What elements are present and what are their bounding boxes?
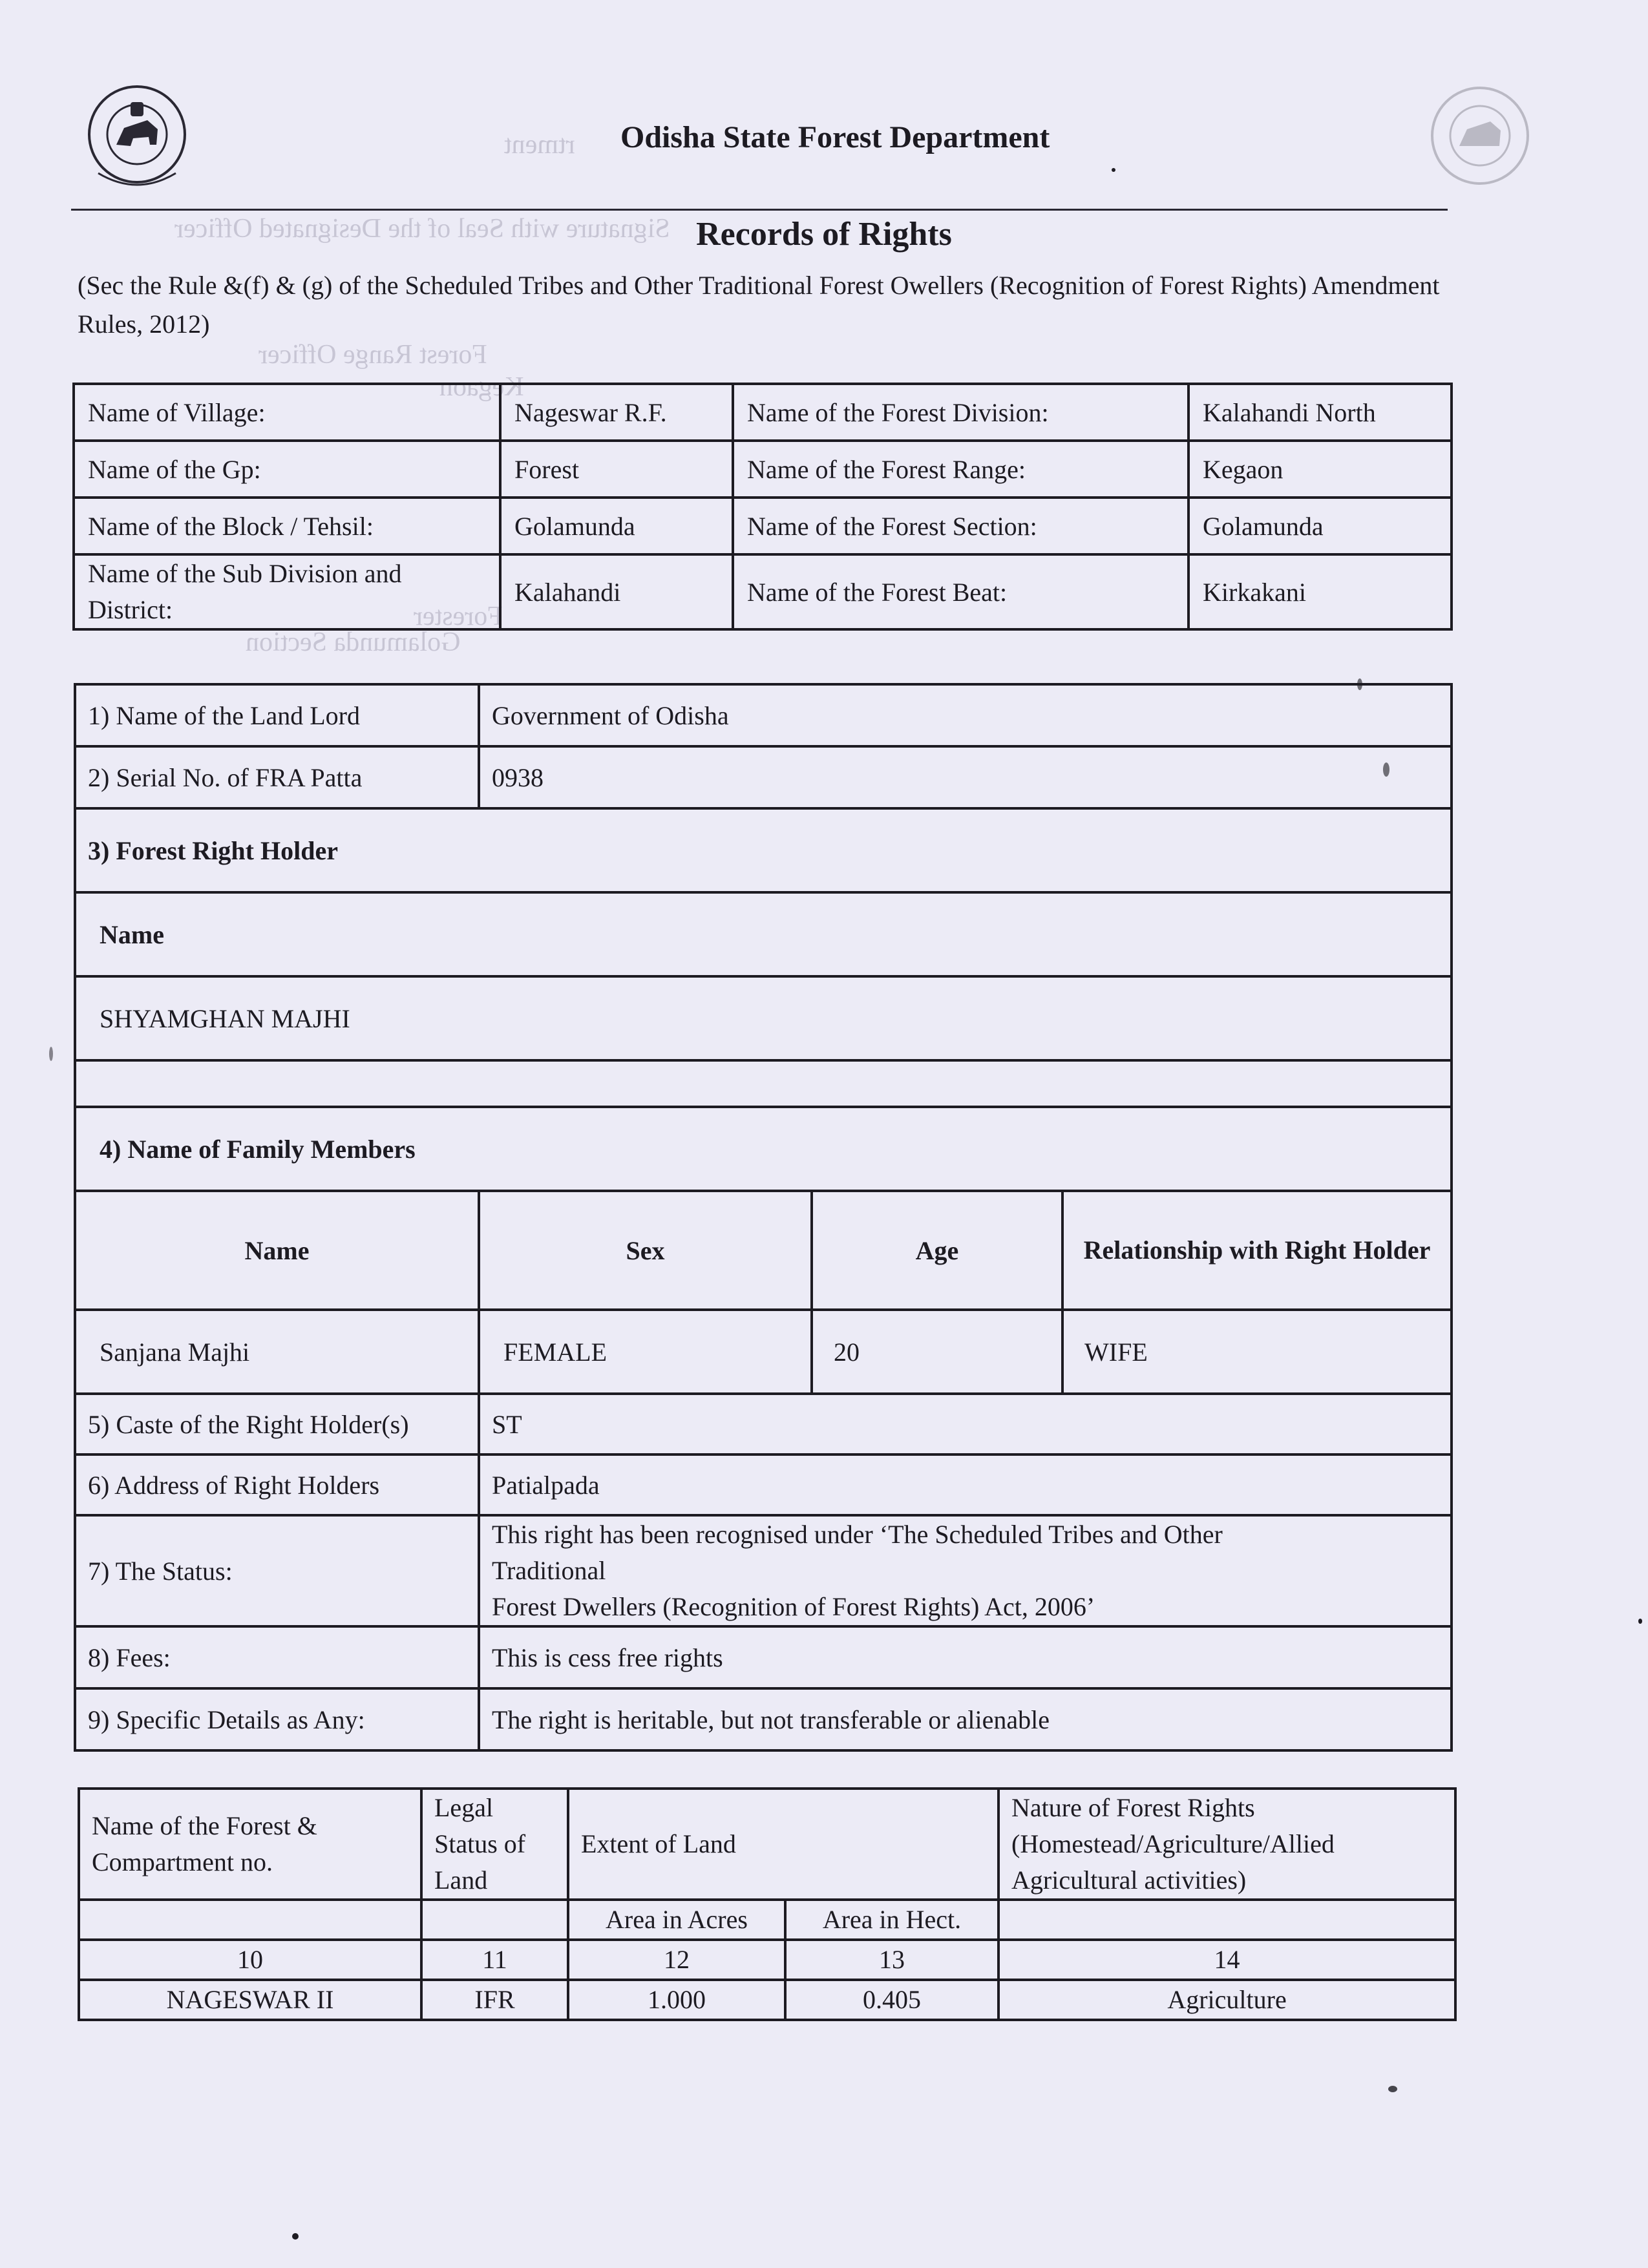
land-lord-label: 1) Name of the Land Lord bbox=[75, 684, 479, 746]
holder-heading: 3) Forest Right Holder bbox=[75, 808, 1452, 892]
rule-citation: (Sec the Rule &(f) & (g) of the Scheduled Tribes and Other Traditional Forest Owellers (Recognition of Forest Rights) Amendment Rules, 2012) bbox=[78, 271, 1440, 339]
range-value: Kegaon bbox=[1188, 441, 1452, 498]
table-row bbox=[74, 441, 1452, 498]
section-value: Golamunda bbox=[1188, 498, 1452, 554]
details-label: 9) Specific Details as Any: bbox=[75, 1688, 479, 1750]
table-row bbox=[75, 1688, 1452, 1750]
serial-value: 0938 bbox=[479, 746, 1452, 808]
bleed-text: Kegaon bbox=[439, 372, 524, 402]
bleed-text: Forester bbox=[414, 602, 503, 631]
acres-value: 1.000 bbox=[568, 1980, 785, 2020]
forest-compartment-header: Name of the Forest & Compartment no. bbox=[79, 1789, 421, 1900]
nature-value: Agriculture bbox=[998, 1980, 1455, 2020]
gp-label: Name of the Gp: bbox=[74, 441, 500, 498]
table-row bbox=[74, 554, 1452, 629]
table-row bbox=[79, 1900, 1455, 1940]
column-number: 14 bbox=[998, 1940, 1455, 1980]
status-line: This right has been recognised under ‘The Scheduled Tribes and Other bbox=[492, 1520, 1223, 1549]
column-number: 13 bbox=[785, 1940, 998, 1980]
forest-value: NAGESWAR II bbox=[79, 1980, 421, 2020]
location-table bbox=[72, 383, 1453, 631]
acres-subheader: Area in Acres bbox=[568, 1900, 785, 1940]
member-relationship: WIFE bbox=[1062, 1310, 1452, 1394]
column-number: 11 bbox=[421, 1940, 568, 1980]
address-value: Patialpada bbox=[479, 1454, 1452, 1515]
table-row bbox=[75, 1310, 1452, 1394]
column-number: 12 bbox=[568, 1940, 785, 1980]
rights-table bbox=[74, 683, 1453, 1752]
header-divider bbox=[71, 209, 1448, 211]
speck bbox=[1357, 678, 1362, 690]
table-row bbox=[79, 1789, 1455, 1900]
speck bbox=[1112, 168, 1115, 172]
beat-value: Kirkakani bbox=[1188, 554, 1452, 629]
bleed-text: Forest Range Officer bbox=[259, 340, 487, 370]
department-title: Odisha State Forest Department bbox=[620, 120, 1050, 154]
status-label: 7) The Status: bbox=[75, 1515, 479, 1626]
speck bbox=[49, 1047, 53, 1061]
family-heading: 4) Name of Family Members bbox=[75, 1107, 1452, 1191]
table-row bbox=[75, 892, 1452, 976]
speck bbox=[292, 2233, 299, 2240]
section-label: Name of the Forest Section: bbox=[733, 498, 1188, 554]
land-lord-value: Government of Odisha bbox=[479, 684, 1452, 746]
table-row bbox=[75, 808, 1452, 892]
table-row bbox=[75, 1191, 1452, 1310]
land-table bbox=[78, 1787, 1457, 2021]
table-row bbox=[75, 1626, 1452, 1688]
range-label: Name of the Forest Range: bbox=[733, 441, 1188, 498]
table-row bbox=[74, 498, 1452, 554]
blank-cell bbox=[79, 1900, 421, 1940]
legal-value: IFR bbox=[421, 1980, 568, 2020]
speck bbox=[1388, 2086, 1397, 2092]
odisha-emblem-icon bbox=[85, 83, 189, 199]
table-row bbox=[75, 976, 1452, 1060]
table-row bbox=[75, 1515, 1452, 1626]
member-sex: FEMALE bbox=[479, 1310, 812, 1394]
village-value: Nageswar R.F. bbox=[500, 384, 733, 441]
details-value: The right is heritable, but not transferable or alienable bbox=[479, 1688, 1452, 1750]
bleed-text: Signature with Seal of the Designated Officer bbox=[174, 214, 670, 244]
table-row bbox=[75, 1454, 1452, 1515]
division-value: Kalahandi North bbox=[1188, 384, 1452, 441]
faded-seal-icon bbox=[1428, 84, 1532, 200]
fees-label: 8) Fees: bbox=[75, 1626, 479, 1688]
block-label: Name of the Block / Tehsil: bbox=[74, 498, 500, 554]
table-row bbox=[75, 684, 1452, 746]
extent-header: Extent of Land bbox=[568, 1789, 998, 1900]
blank-cell bbox=[998, 1900, 1455, 1940]
column-number: 10 bbox=[79, 1940, 421, 1980]
speck bbox=[1638, 1619, 1642, 1624]
table-row bbox=[75, 1107, 1452, 1191]
hect-subheader: Area in Hect. bbox=[785, 1900, 998, 1940]
fees-value: This is cess free rights bbox=[479, 1626, 1452, 1688]
blank-cell bbox=[421, 1900, 568, 1940]
table-row bbox=[74, 384, 1452, 441]
table-row bbox=[75, 746, 1452, 808]
member-name: Sanjana Majhi bbox=[75, 1310, 479, 1394]
holder-name: SHYAMGHAN MAJHI bbox=[75, 976, 1452, 1060]
division-label: Name of the Forest Division: bbox=[733, 384, 1188, 441]
subdivision-label: Name of the Sub Division and District: bbox=[74, 554, 500, 629]
address-label: 6) Address of Right Holders bbox=[75, 1454, 479, 1515]
name-heading: Name bbox=[75, 892, 1452, 976]
member-age: 20 bbox=[812, 1310, 1062, 1394]
village-label: Name of Village: bbox=[74, 384, 500, 441]
status-line: Forest Dwellers (Recognition of Forest Rights) Act, 2006’ bbox=[492, 1592, 1095, 1621]
table-row bbox=[75, 1060, 1452, 1107]
family-col-age: Age bbox=[812, 1191, 1062, 1310]
beat-label: Name of the Forest Beat: bbox=[733, 554, 1188, 629]
blank-row bbox=[75, 1060, 1452, 1107]
bleed-text: Golamunda Section bbox=[246, 627, 461, 657]
legal-status-header: Legal Status of Land bbox=[421, 1789, 568, 1900]
gp-value: Forest bbox=[500, 441, 733, 498]
family-col-relationship: Relationship with Right Holder bbox=[1062, 1191, 1452, 1310]
caste-value: ST bbox=[479, 1394, 1452, 1454]
family-col-name: Name bbox=[75, 1191, 479, 1310]
nature-header: Nature of Forest Rights (Homestead/Agriculture/Allied Agricultural activities) bbox=[998, 1789, 1455, 1900]
serial-label: 2) Serial No. of FRA Patta bbox=[75, 746, 479, 808]
hect-value: 0.405 bbox=[785, 1980, 998, 2020]
bleed-text: rtment bbox=[504, 130, 575, 160]
table-row bbox=[75, 1394, 1452, 1454]
page-title: Records of Rights bbox=[696, 216, 952, 253]
block-value: Golamunda bbox=[500, 498, 733, 554]
subdivision-value: Kalahandi bbox=[500, 554, 733, 629]
status-line: Traditional bbox=[492, 1556, 606, 1585]
table-row bbox=[79, 1980, 1455, 2020]
caste-label: 5) Caste of the Right Holder(s) bbox=[75, 1394, 479, 1454]
speck bbox=[1383, 762, 1389, 777]
family-col-sex: Sex bbox=[479, 1191, 812, 1310]
status-value bbox=[479, 1515, 1452, 1626]
table-row bbox=[79, 1940, 1455, 1980]
